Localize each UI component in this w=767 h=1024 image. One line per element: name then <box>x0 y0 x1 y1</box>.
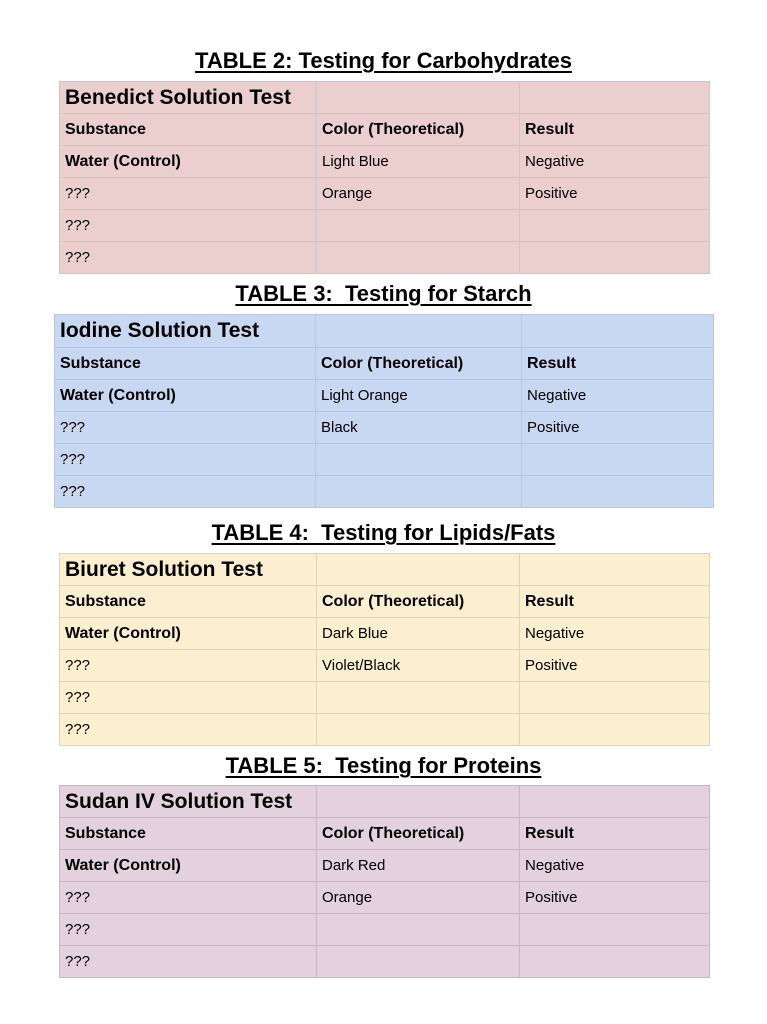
table-cell <box>316 476 522 508</box>
table-cell <box>522 315 714 348</box>
table-row <box>60 818 710 850</box>
table-cell <box>520 786 710 818</box>
column-header-result: Result <box>520 114 710 146</box>
table-5 <box>59 785 710 978</box>
table-cell <box>520 82 710 114</box>
table-cell: ??? <box>55 444 316 476</box>
table-cell: ??? <box>60 714 317 746</box>
table-5-title: TABLE 5: Testing for Proteins <box>225 753 542 778</box>
table-row <box>60 650 710 682</box>
table-2 <box>59 81 710 274</box>
table-row <box>60 586 710 618</box>
column-header-result: Result <box>520 818 710 850</box>
table-row <box>55 444 714 476</box>
table-cell: Dark Blue <box>317 618 520 650</box>
table-cell: ??? <box>60 914 317 946</box>
table-cell: Light Orange <box>316 380 522 412</box>
table-cell <box>520 946 710 978</box>
column-header-color: Color (Theoretical) <box>317 114 520 146</box>
table-cell: Water (Control) <box>60 618 317 650</box>
table-cell <box>520 714 710 746</box>
table-cell <box>522 444 714 476</box>
table-cell <box>317 210 520 242</box>
table-3 <box>54 314 714 508</box>
table-cell: Violet/Black <box>317 650 520 682</box>
table-cell: Light Blue <box>317 146 520 178</box>
table-cell: ??? <box>60 882 317 914</box>
column-header-color: Color (Theoretical) <box>317 586 520 618</box>
table-row <box>55 348 714 380</box>
test-heading: Iodine Solution Test <box>55 315 316 348</box>
table-row <box>55 476 714 508</box>
table-row <box>60 178 710 210</box>
table-cell: Orange <box>317 178 520 210</box>
table-row <box>60 786 710 818</box>
table-cell: Orange <box>317 882 520 914</box>
table-cell: ??? <box>60 178 317 210</box>
test-heading: Sudan IV Solution Test <box>60 786 317 818</box>
table-row <box>60 682 710 714</box>
column-header-result: Result <box>520 586 710 618</box>
table-cell: Negative <box>520 618 710 650</box>
table-cell <box>520 210 710 242</box>
table-row <box>60 82 710 114</box>
table-row <box>55 380 714 412</box>
table-row <box>60 714 710 746</box>
table-cell: ??? <box>60 210 317 242</box>
table-cell <box>520 242 710 274</box>
table-cell <box>317 82 520 114</box>
table-cell <box>317 554 520 586</box>
column-header-color: Color (Theoretical) <box>316 348 522 380</box>
table-cell: Water (Control) <box>60 146 317 178</box>
table-cell: Positive <box>520 178 710 210</box>
table-4 <box>59 553 710 746</box>
column-header-substance: Substance <box>60 586 317 618</box>
test-heading: Biuret Solution Test <box>60 554 317 586</box>
table-cell: Water (Control) <box>55 380 316 412</box>
column-header-result: Result <box>522 348 714 380</box>
table-row <box>60 914 710 946</box>
table-cell <box>317 714 520 746</box>
table-row <box>60 146 710 178</box>
table-row <box>60 114 710 146</box>
table-cell: ??? <box>60 650 317 682</box>
column-header-substance: Substance <box>60 818 317 850</box>
table-4-title: TABLE 4: Testing for Lipids/Fats <box>211 520 556 545</box>
table-3-title: TABLE 3: Testing for Starch <box>235 281 532 306</box>
table-row <box>60 242 710 274</box>
table-cell: Negative <box>520 146 710 178</box>
table-cell: ??? <box>55 476 316 508</box>
table-cell <box>317 946 520 978</box>
table-cell <box>317 242 520 274</box>
table-row <box>60 210 710 242</box>
table-row <box>60 882 710 914</box>
table-cell <box>317 786 520 818</box>
table-cell: Positive <box>522 412 714 444</box>
table-cell <box>317 682 520 714</box>
table-cell <box>522 476 714 508</box>
column-header-substance: Substance <box>60 114 317 146</box>
table-cell <box>316 315 522 348</box>
test-heading: Benedict Solution Test <box>60 82 317 114</box>
table-cell <box>520 554 710 586</box>
column-header-substance: Substance <box>55 348 316 380</box>
table-cell: ??? <box>60 682 317 714</box>
table-cell: Negative <box>522 380 714 412</box>
table-cell: Positive <box>520 650 710 682</box>
table-cell: Negative <box>520 850 710 882</box>
table-2-title: TABLE 2: Testing for Carbohydrates <box>195 48 572 73</box>
table-cell <box>520 682 710 714</box>
table-cell <box>316 444 522 476</box>
table-row <box>55 412 714 444</box>
table-cell: ??? <box>60 946 317 978</box>
table-cell: ??? <box>55 412 316 444</box>
table-row <box>60 554 710 586</box>
table-row <box>55 315 714 348</box>
table-row <box>60 618 710 650</box>
table-cell: Positive <box>520 882 710 914</box>
table-cell <box>520 914 710 946</box>
table-cell: Water (Control) <box>60 850 317 882</box>
table-cell: Black <box>316 412 522 444</box>
table-cell: ??? <box>60 242 317 274</box>
table-cell: Dark Red <box>317 850 520 882</box>
table-row <box>60 946 710 978</box>
table-cell <box>317 914 520 946</box>
column-header-color: Color (Theoretical) <box>317 818 520 850</box>
table-row <box>60 850 710 882</box>
